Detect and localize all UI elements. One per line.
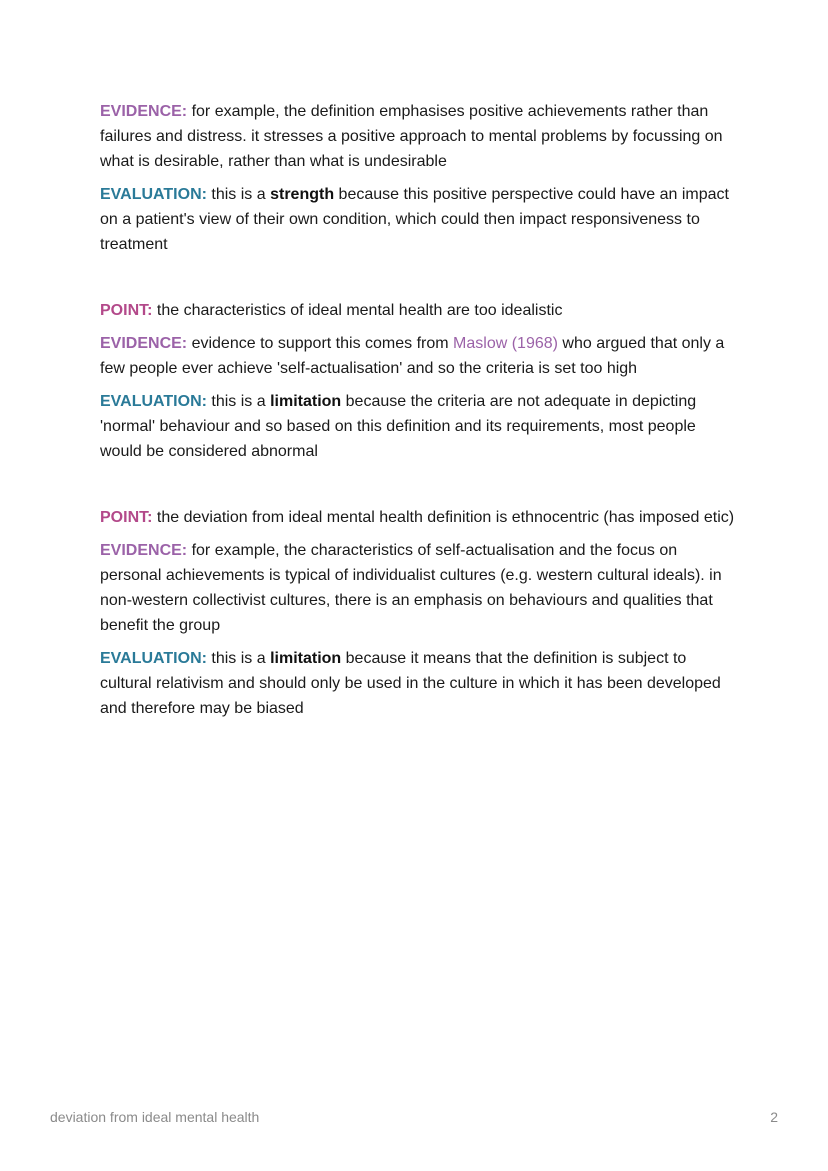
evaluation-text-post: because this positive perspective could have an impact on a patient's view of their own condition, which could then impact responsiveness to treatment (100, 186, 729, 253)
evaluation-text-pre: this is a (206, 393, 271, 410)
evidence-label: EVIDENCE: (100, 542, 188, 559)
evidence-text: for example, the characteristics of self-actualisation and the focus on personal achievements is typical of individualist cultures (e.g. western cultural ideals). in non-western collectivist cultures, there is an emphasis on behaviours and qualities that benefit the group (100, 542, 722, 634)
document-body (100, 99, 740, 729)
point-paragraph (100, 505, 740, 530)
evaluation-paragraph (100, 389, 740, 464)
evidence-label: EVIDENCE: (100, 335, 188, 352)
evaluation-text-post: because the criteria are not adequate in depicting 'normal' behaviour and so based on this definition and its requirements, most people would be considered abnormal (100, 393, 697, 460)
evaluation-text-pre: this is a (206, 186, 271, 203)
evidence-paragraph (100, 99, 740, 174)
point-text: the characteristics of ideal mental health are too idealistic (152, 302, 563, 319)
evaluation-label: EVALUATION: (100, 650, 207, 667)
evaluation-text-post: because it means that the definition is subject to cultural relativism and should only be used in the culture in which it has been developed and therefore may be biased (100, 650, 721, 717)
evaluation-label: EVALUATION: (100, 393, 207, 410)
point-paragraph (100, 298, 740, 323)
page-number: 2 (770, 1109, 778, 1125)
evaluation-keyword: strength (270, 186, 335, 203)
evidence-label: EVIDENCE: (100, 103, 188, 120)
evaluation-keyword: limitation (270, 650, 342, 667)
evaluation-label: EVALUATION: (100, 186, 207, 203)
point-label: POINT: (100, 302, 153, 319)
section-gap (100, 472, 740, 505)
evidence-text: for example, the definition emphasises positive achievements rather than failures and distress. it stresses a positive approach to mental problems by focussing on what is desirable, rather than what is undesirable (100, 103, 723, 170)
evaluation-paragraph (100, 182, 740, 257)
footer-title: deviation from ideal mental health (50, 1109, 260, 1125)
evidence-paragraph (100, 331, 740, 381)
evidence-text-pre: evidence to support this comes from (187, 335, 454, 352)
point-label: POINT: (100, 509, 153, 526)
evidence-text-post: who argued that only a few people ever achieve 'self-actualisation' and so the criteria is set too high (100, 335, 725, 377)
point-text: the deviation from ideal mental health definition is ethnocentric (has imposed etic) (152, 509, 735, 526)
section-gap (100, 265, 740, 298)
evaluation-paragraph (100, 646, 740, 721)
evidence-paragraph (100, 538, 740, 638)
evaluation-text-pre: this is a (206, 650, 271, 667)
maslow-citation-link[interactable]: Maslow (1968) (453, 335, 558, 352)
evaluation-keyword: limitation (270, 393, 342, 410)
